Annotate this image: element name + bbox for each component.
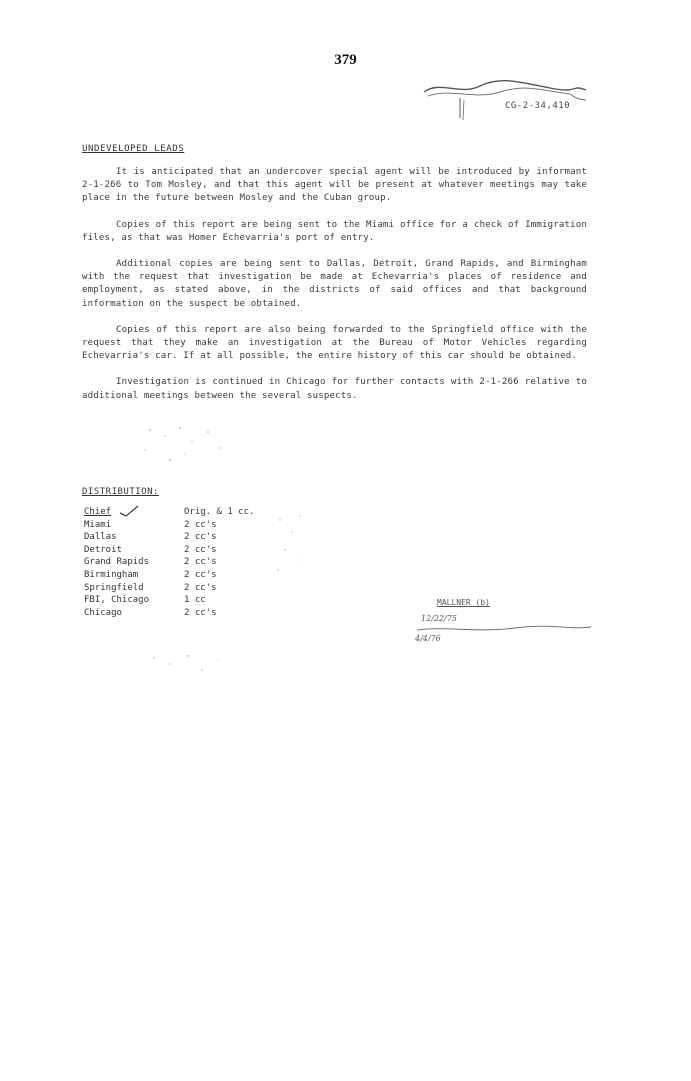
distribution-row [84,594,274,607]
distribution-row [84,569,274,582]
paragraph-2: Copies of this report are being sent to the Miami office for a check of Immigration files, as that was Homer Echevarria's port of entry. [82,219,587,243]
section-heading: UNDEVELOPED LEADS [82,144,185,154]
paragraph-4: Copies of this report are also being forwarded to the Springfield office with the request that they make an investigation at the Bureau of Motor Vehicles regarding Echevarria's car. If at all possible, the entire history of this car should be obtained. [82,324,587,362]
underline-scribble [415,624,595,634]
distribution-office: Dallas [84,532,117,543]
distribution-row [84,531,274,544]
redaction-scribble [420,78,590,122]
distribution-copies: 1 cc [184,595,206,606]
distribution-office: Chicago [84,607,122,618]
handwritten-date-2: 4/4/76 [415,634,441,643]
distribution-row [84,582,274,595]
distribution-copies: 2 cc's [184,557,217,568]
paragraph-1: It is anticipated that an undercover special agent will be introduced by informant 2-1-266 to Tom Mosley, and that this agent will be present at whatever meetings may take place in the future between Mosley and the Cuban group. [82,167,587,204]
stamp-line: MALLNER (b) [437,598,490,607]
handwritten-annotations [415,594,595,664]
distribution-row [84,519,274,532]
distribution-list [84,506,274,619]
distribution-copies: 2 cc's [184,582,217,593]
distribution-office: Miami [84,519,112,530]
distribution-copies: Orig. & 1 cc. [184,507,255,517]
distribution-office: Birmingham [84,569,139,580]
page-number: 379 [334,52,357,68]
distribution-office: Grand Rapids [84,557,150,568]
distribution-row [84,607,274,620]
file-number: CG-2-34,410 [505,101,571,111]
distribution-heading: DISTRIBUTION: [82,487,159,497]
distribution-office: Springfield [84,582,144,593]
distribution-office: Chief [84,507,112,517]
distribution-copies: 2 cc's [184,607,217,618]
paragraph-3: Additional copies are being sent to Dallas, Detroit, Grand Rapids, and Birmingham with the request that investigation be made at Echevarria's places of residence and employment, as stated above, in the districts of said offices and that background information on the suspect be obtained. [82,259,587,309]
distribution-office: Detroit [84,544,122,555]
distribution-copies: 2 cc's [184,544,217,555]
distribution-row [84,544,274,557]
distribution-row [84,556,274,569]
report-body [82,166,587,416]
distribution-copies: 2 cc's [184,519,217,530]
distribution-office: FBI, Chicago [84,595,150,606]
handwritten-date-1: 12/22/75 [421,614,457,623]
distribution-copies: 2 cc's [184,569,217,580]
distribution-row [84,506,274,519]
distribution-copies: 2 cc's [184,532,217,543]
paragraph-5: Investigation is continued in Chicago for further contacts with 2-1-266 relative to additional meetings between the several suspects. [82,377,587,401]
